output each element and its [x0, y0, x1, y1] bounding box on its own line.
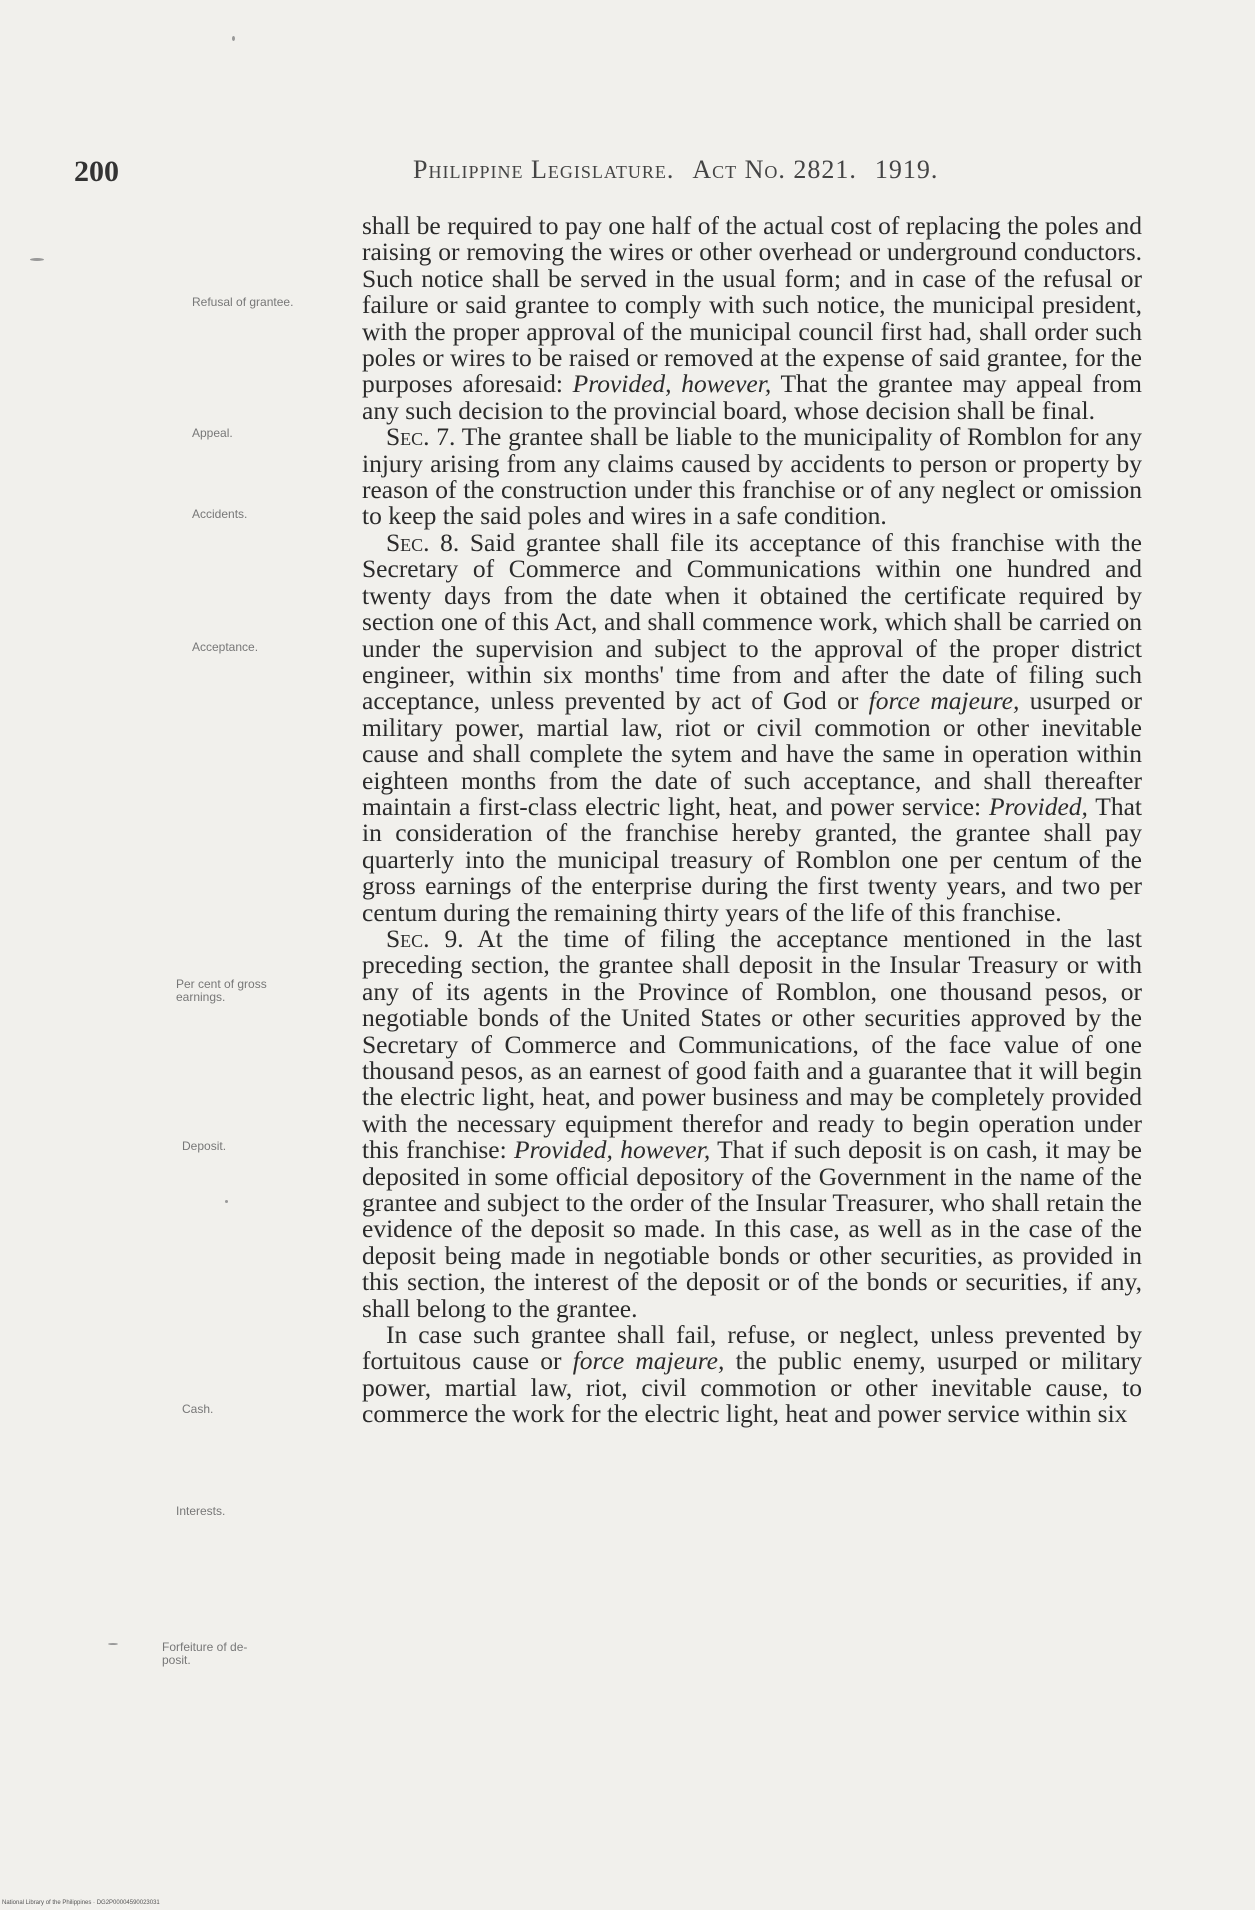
- page-number: 200: [74, 155, 119, 188]
- margin-note-interests: Interests.: [176, 1504, 226, 1518]
- margin-note-forfeiture-line1: Forfeiture of de-: [162, 1640, 248, 1654]
- forfeiture-paragraph: In case such grantee shall fail, refuse, or neglect, unless prevented by fortuitous cause or force majeure, the public enemy, usurped or military power, martial law, riot, civil commotion or other inevitable cause, to commerce the work for the electric light, heat and power service within six: [362, 1320, 1143, 1429]
- footer-credit: National Library of the Philippines · DG2P00004590023031: [2, 1900, 160, 1906]
- margin-note-forfeiture: [162, 1641, 362, 1667]
- margin-note-appeal: Appeal.: [192, 426, 233, 440]
- running-head-title: Philippine Legislature.: [413, 155, 675, 184]
- scan-speck: [225, 1200, 228, 1203]
- scan-speck: [30, 258, 44, 261]
- body-text: [362, 213, 1142, 1428]
- margin-note-percent-line1: Per cent of gross: [176, 977, 267, 991]
- section-7-label: Sec. 7.: [386, 422, 456, 452]
- margin-note-accidents: Accidents.: [192, 507, 248, 521]
- section-8: Sec. 8. Said grantee shall file its acceptance of this franchise with the Secretary of Commerce and Communications within one hundred and twenty days from the date when it obtained the certificate required by section one of this Act, and shall commence work, which shall be carried on under the supervision and subject to the approval of the proper district engineer, within six months' time from and after the date of filing such acceptance, unless prevented by act of God or force majeure, usurped or military power, martial law, riot or civil commotion or other inevitable cause and shall complete the sytem and have the same in operation within eighteen months from the date of such acceptance, and shall thereafter maintain a first-class electric light, heat, and power service: Provided, That in consideration of the franchise hereby granted, the grantee shall pay quarterly into the municipal treasury of Romblon one per centum of the gross earnings of the enterprise during the first twenty years, and two per centum during the remaining thirty years of the life of this franchise.: [362, 527, 1142, 927]
- margin-note-cash: Cash.: [182, 1402, 214, 1416]
- running-head-year: 1919.: [874, 155, 939, 184]
- running-head-act: Act No. 2821.: [692, 155, 857, 184]
- margin-note-forfeiture-line2: posit.: [162, 1653, 191, 1667]
- paragraph-continuation: shall be required to pay one half of the actual cost of replacing the poles and raising or removing the wires or other overhead or underground conductors. Such notice shall be served in the usual form; and in case of the refusal or failure or said grantee to comply with such notice, the municipal president, with the proper approval of the municipal council first had, shall order such poles or wires to be raised or removed at the expense of said grantee, for the purposes aforesaid: Provided, however, That the grantee may appeal from any such decision to the provincial board, whose decision shall be final.: [362, 211, 1142, 425]
- section-8-label: Sec. 8.: [386, 527, 460, 557]
- margin-note-percent: [176, 978, 376, 1004]
- margin-note-refusal: Refusal of grantee.: [192, 295, 294, 309]
- section-9: Sec. 9. At the time of filing the acceptance mentioned in the last preceding section, the grantee shall deposit in the Insular Treasury or with any of its agents in the Province of Romblon, one thousand pesos, or negotiable bonds of the United States or other securities approved by the Secretary of Commerce and Communications, of the face value of one thousand pesos, as an earnest of good faith and a guarantee that it will begin the electric light, heat, and power business and may be completely provided with the necessary equipment therefor and ready to begin operation under this franchise: Provided, however, That if such deposit is on cash, it may be deposited in some official depository of the Government in the name of the grantee and subject to the order of the Insular Treasurer, who shall retain the evidence of the deposit so made. In this case, as well as in the case of the deposit being made in negotiable bonds or other securities, as provided in this section, the interest of the deposit or of the bonds or securities, if any, shall belong to the grantee.: [362, 923, 1143, 1323]
- section-9-label: Sec. 9.: [386, 923, 464, 953]
- section-7: Sec. 7. The grantee shall be liable to the municipality of Romblon for any injury arising from any claims caused by accidents to person or property by reason of the construction under this franchise or of any neglect or omission to keep the said poles and wires in a safe condition.: [362, 422, 1143, 531]
- scan-speck: [232, 36, 235, 41]
- running-head: [413, 155, 938, 185]
- margin-note-deposit: Deposit.: [182, 1139, 227, 1153]
- scan-speck: [108, 1643, 118, 1645]
- margin-note-acceptance: Acceptance.: [192, 640, 259, 654]
- margin-note-percent-line2: earnings.: [176, 990, 226, 1004]
